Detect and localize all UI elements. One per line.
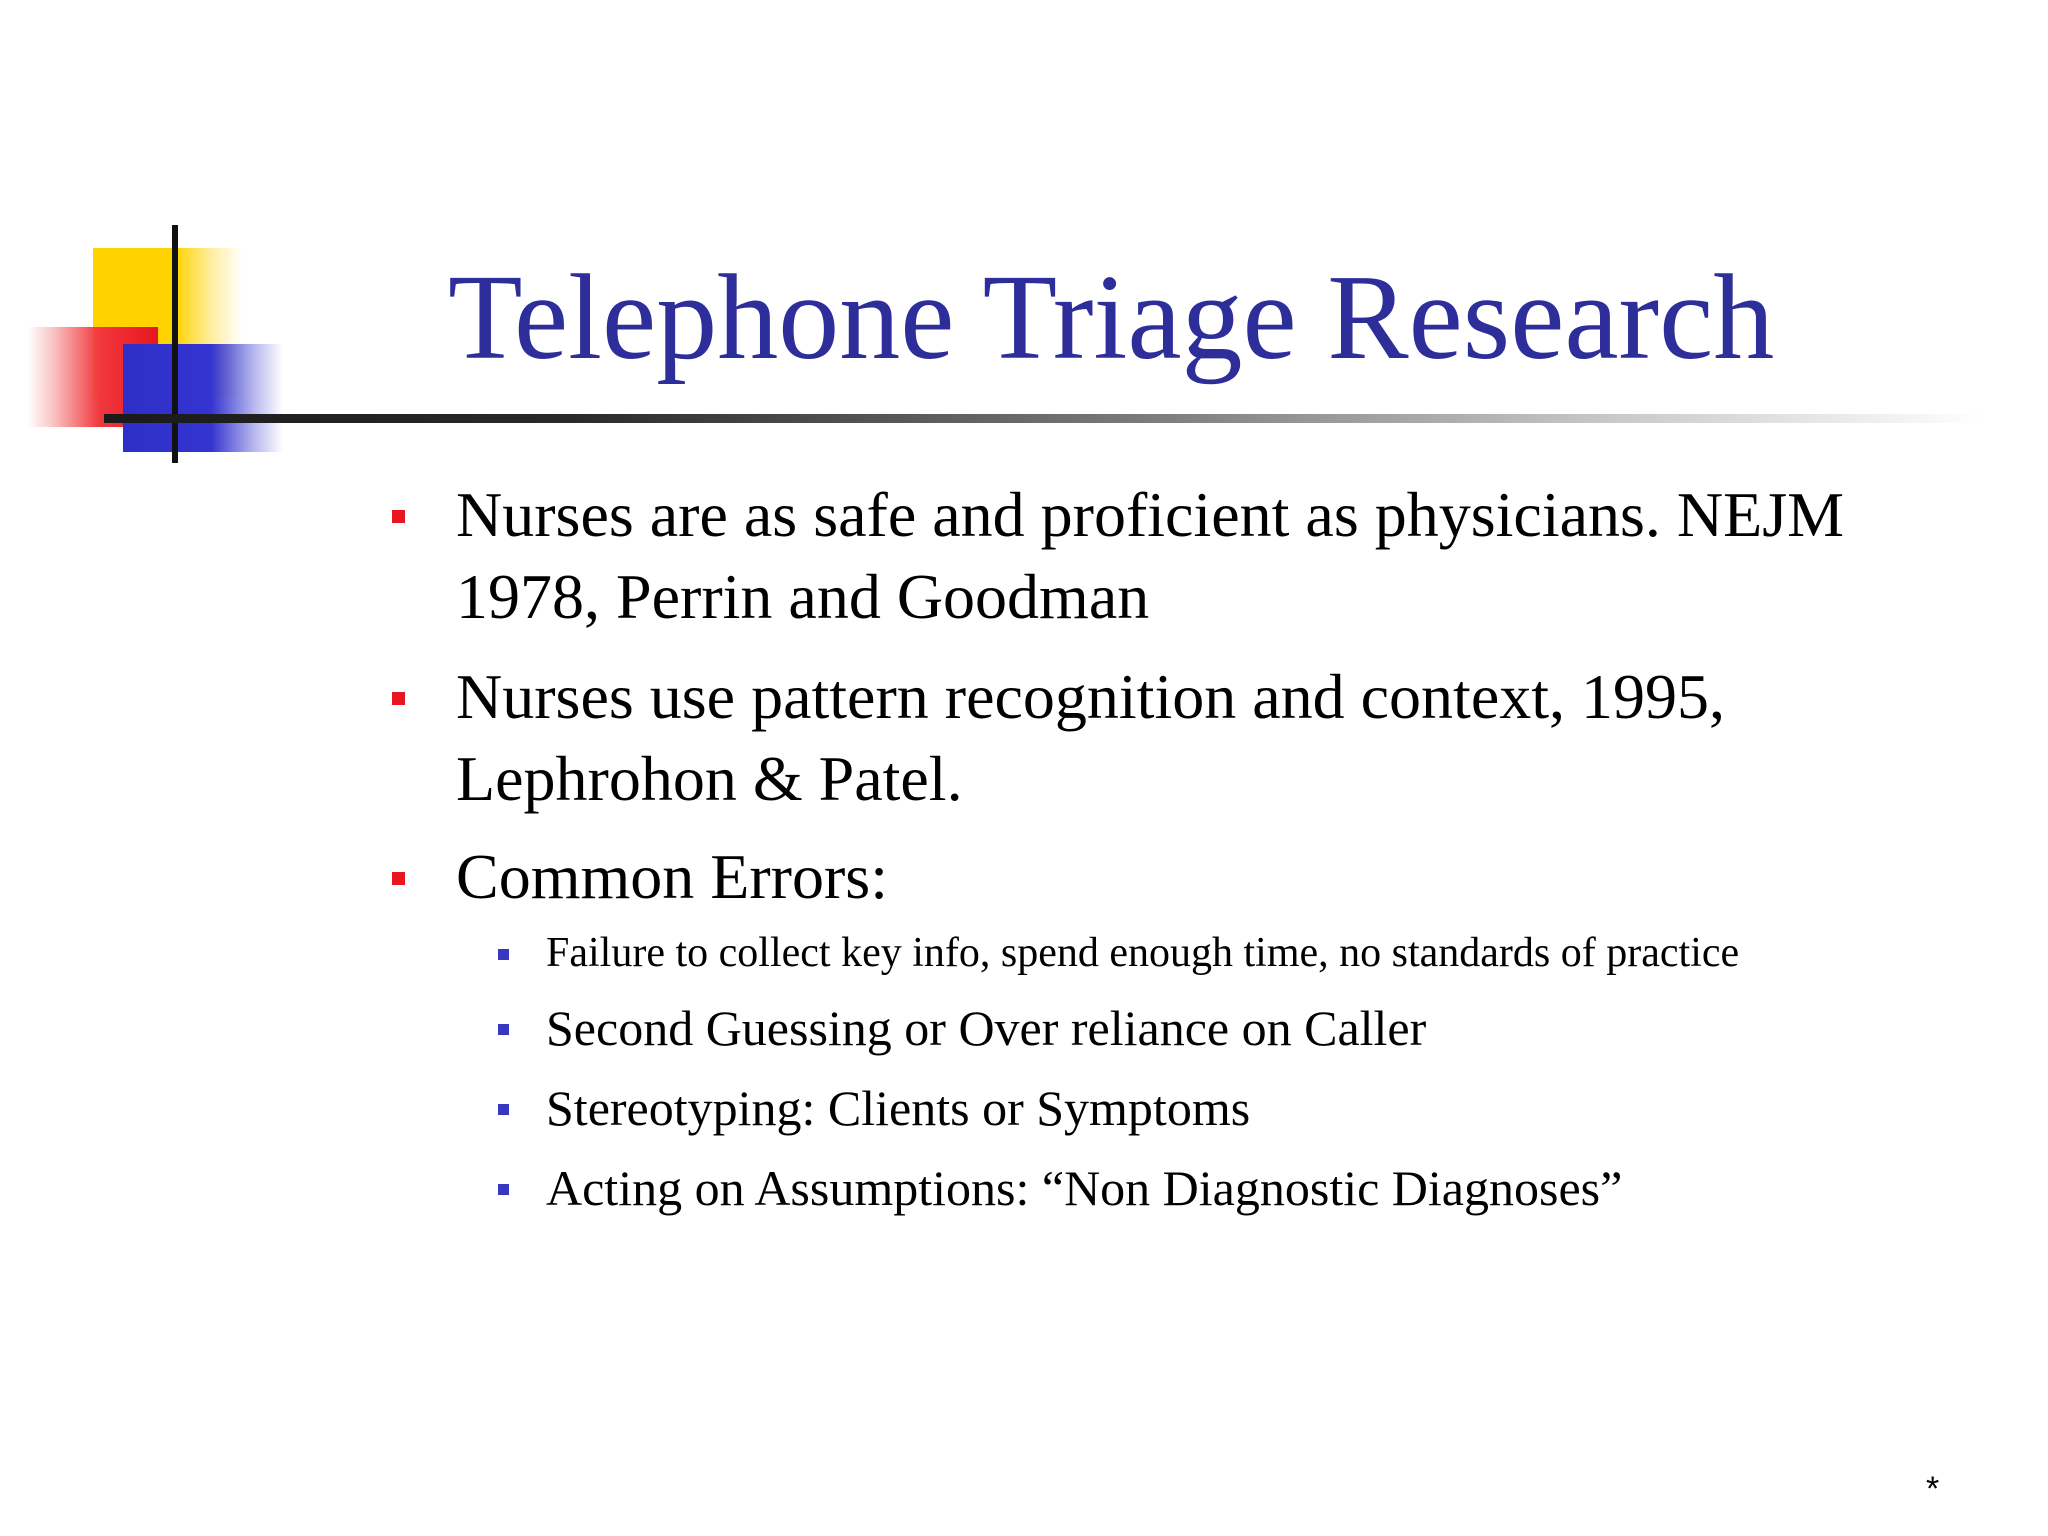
sub-bullet-item <box>494 997 2004 1059</box>
bullet-item <box>392 656 1982 820</box>
footer-mark: * <box>1926 1470 1940 1508</box>
sub-bullet-item <box>494 1077 2004 1139</box>
square-bullet-icon <box>392 510 405 523</box>
sub-bullet-text: Second Guessing or Over reliance on Caller <box>546 1000 1427 1056</box>
bullet-item <box>392 474 1982 638</box>
square-bullet-icon <box>498 949 509 960</box>
bullet-item <box>392 836 1982 918</box>
sub-bullet-item <box>494 1157 2004 1219</box>
square-bullet-icon <box>498 1024 509 1035</box>
bullet-text: Common Errors: <box>456 841 888 912</box>
sub-bullet-item <box>494 922 2004 984</box>
sub-bullet-text: Stereotyping: Clients or Symptoms <box>546 1080 1251 1136</box>
square-bullet-icon <box>392 872 405 885</box>
square-bullet-icon <box>498 1184 509 1195</box>
slide-title: Telephone Triage Research <box>448 250 1775 385</box>
sub-bullet-text: Acting on Assumptions: “Non Diagnostic Diagnoses” <box>546 1160 1623 1216</box>
square-bullet-icon <box>392 692 405 705</box>
square-bullet-icon <box>498 1104 509 1115</box>
bullet-text: Nurses are as safe and proficient as physicians. NEJM 1978, Perrin and Goodman <box>456 479 1845 632</box>
bullet-text: Nurses use pattern recognition and context, 1995, Lephrohon & Patel. <box>456 661 1725 814</box>
sub-bullet-text: Failure to collect key info, spend enough time, no standards of practice <box>546 930 1740 976</box>
